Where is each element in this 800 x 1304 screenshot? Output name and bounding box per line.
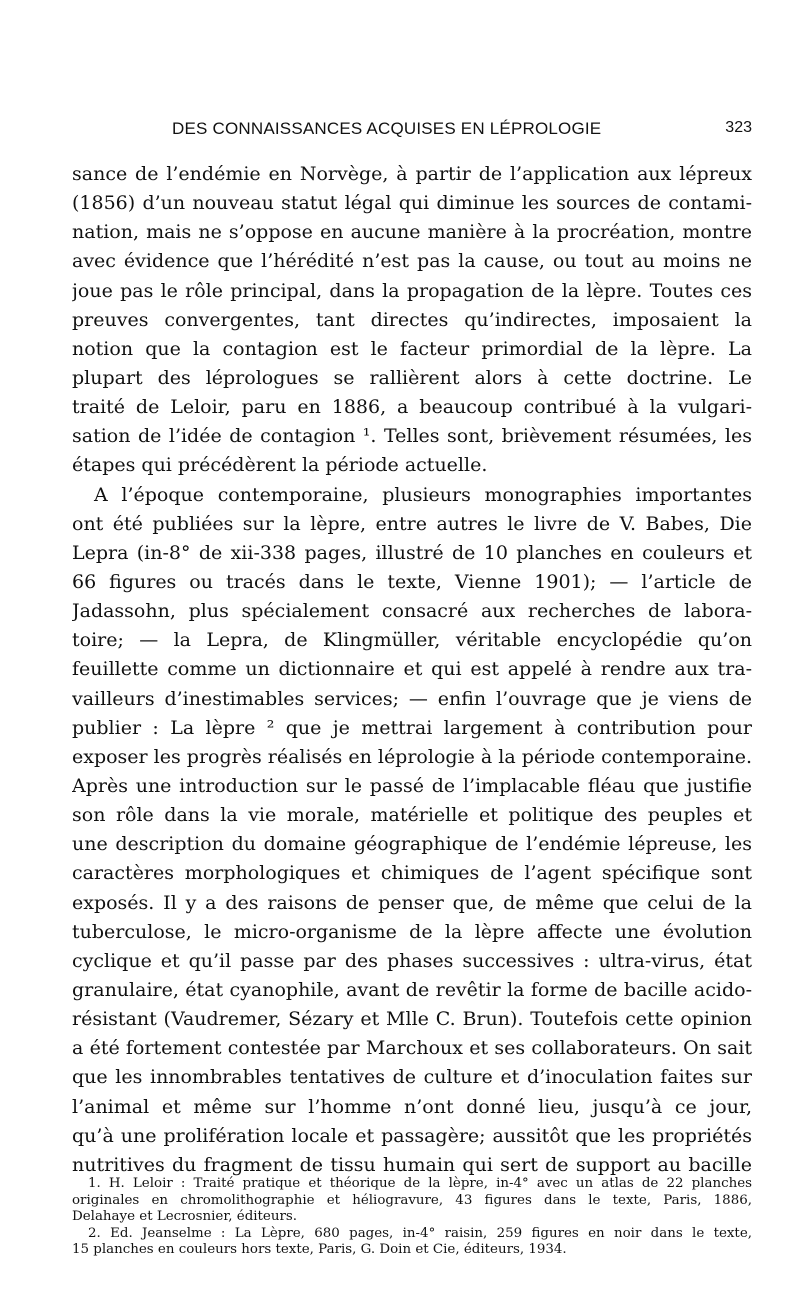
page-number: 323 [725,119,752,136]
body-line: traité de Leloir, paru en 1886, a beaucoup contribué à la vulgari- [72,396,752,419]
footnote-line: 2. Ed. Jeanselme : La Lèpre, 680 pages, in-4° raisin, 259 figures en noir dans le texte, [88,1225,752,1241]
body-line: a été fortement contestée par Marchoux et ses collaborateurs. On sait [72,1037,752,1060]
body-line: (1856) d’un nouveau statut légal qui diminue les sources de contami- [72,192,752,215]
footnote-line: Delahaye et Lecrosnier, éditeurs. [72,1209,298,1225]
body-line: ont été publiées sur la lèpre, entre autres le livre de V. Babes, Die [72,512,752,535]
body-line: étapes qui précédèrent la période actuelle. [72,454,488,477]
body-line: publier : La lèpre ² que je mettrai largement à contribution pour [72,716,752,739]
body-line: notion que la contagion est le facteur primordial de la lèpre. La [72,337,752,360]
body-line: exposer les progrès réalisés en léprologie à la période contemporaine. [72,745,752,768]
footnote-line: 15 planches en couleurs hors texte, Paris, G. Doin et Cie, éditeurs, 1934. [72,1242,567,1258]
body-line: toire; — la Lepra, de Klingmüller, véritable encyclopédie qu’on [72,629,752,652]
body-line: Lepra (in-8° de xii-338 pages, illustré de 10 planches en couleurs et [72,541,752,564]
body-line: exposés. Il y a des raisons de penser que, de même que celui de la [72,891,752,914]
body-line: joue pas le rôle principal, dans la propagation de la lèpre. Toutes ces [72,279,752,302]
body-line: A l’époque contemporaine, plusieurs monographies importantes [94,483,752,506]
body-line: son rôle dans la vie morale, matérielle et politique des peuples et [72,804,752,827]
body-line: nation, mais ne s’oppose en aucune manière à la procréation, montre [72,221,752,244]
body-line: tuberculose, le micro-organisme de la lèpre affecte une évolution [72,920,752,943]
body-line: qu’à une prolifération locale et passagère; aussitôt que les propriétés [72,1124,752,1147]
body-line: Jadassohn, plus spécialement consacré aux recherches de labora- [72,600,752,623]
body-line: avec évidence que l’hérédité n’est pas la cause, ou tout au moins ne [72,250,752,273]
body-line: granulaire, état cyanophile, avant de revêtir la forme de bacille acido- [72,978,752,1001]
body-line: plupart des léprologues se rallièrent alors à cette doctrine. Le [72,366,752,389]
running-title: DES CONNAISSANCES ACQUISES EN LÉPROLOGIE [172,119,602,138]
body-line: feuillette comme un dictionnaire et qui est appelé à rendre aux tra- [72,658,752,681]
body-line: sation de l’idée de contagion ¹. Telles sont, brièvement résumées, les [72,425,752,448]
body-line: sance de l’endémie en Norvège, à partir de l’application aux lépreux [72,163,752,185]
page-header [72,119,752,149]
body-text [72,160,752,1180]
footnote-line: 1. H. Leloir : Traité pratique et théorique de la lèpre, in-4° avec un atlas de 22 planches [88,1176,752,1191]
body-line: que les innombrables tentatives de culture et d’inoculation faites sur [72,1066,752,1089]
body-line: nutritives du fragment de tissu humain qui sert de support au bacille [72,1153,752,1176]
body-line: résistant (Vaudremer, Sézary et Mlle C. Brun). Toutefois cette opinion [72,1008,752,1031]
body-line: l’animal et même sur l’homme n’ont donné lieu, jusqu’à ce jour, [72,1095,752,1118]
footnotes [72,1176,752,1259]
footnote-line: originales en chromolithographie et héliogravure, 43 figures dans le texte, Paris, 1886, [72,1192,752,1208]
body-line: cyclique et qu’il passe par des phases successives : ultra-virus, état [72,949,752,972]
body-line: preuves convergentes, tant directes qu’indirectes, imposaient la [72,308,752,331]
body-line: Après une introduction sur le passé de l’implacable fléau que justifie [72,774,752,797]
body-line: 66 figures ou tracés dans le texte, Vienne 1901); — l’article de [72,570,752,593]
body-line: vailleurs d’inestimables services; — enfin l’ouvrage que je viens de [72,687,752,710]
body-line: caractères morphologiques et chimiques de l’agent spécifique sont [72,862,752,885]
body-line: une description du domaine géographique de l’endémie lépreuse, les [72,833,752,856]
